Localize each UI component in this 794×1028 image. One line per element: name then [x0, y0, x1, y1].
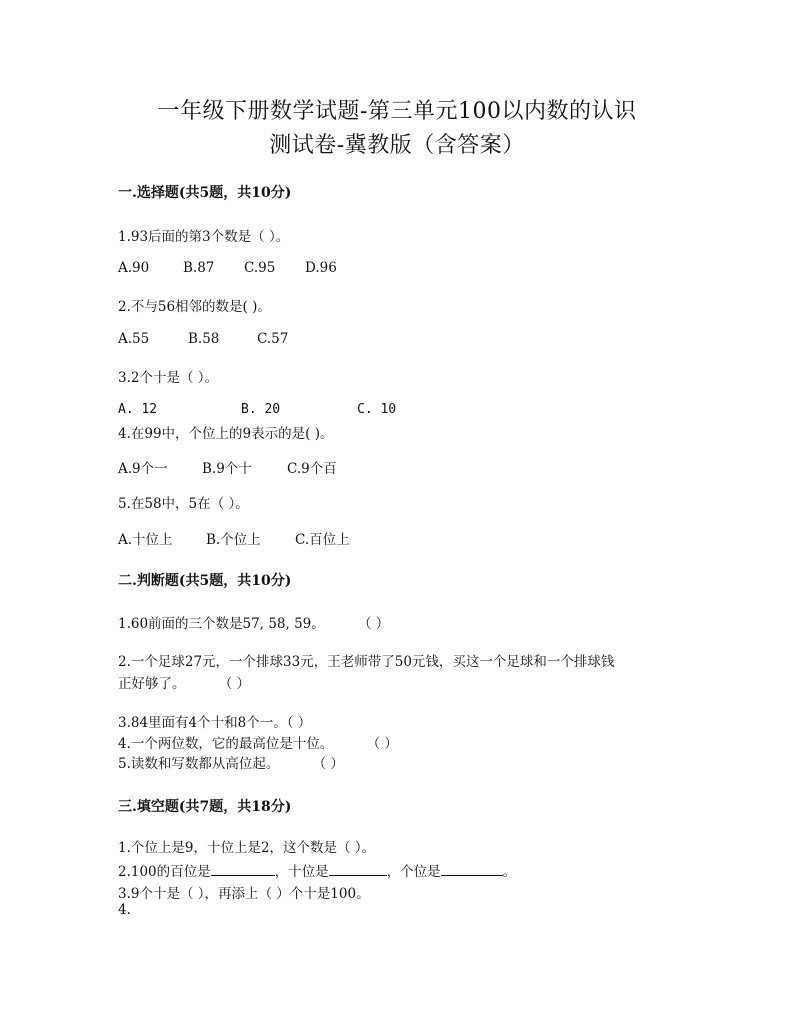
s3-q3-text: 3.9个十是（ ），再添上（ ）个十是100。 [118, 886, 370, 902]
s3-q2-part-2: ，十位是 [274, 864, 329, 880]
s1-q1-option-c: C.95 [244, 260, 276, 276]
s1-q4-option-c: C.9个百 [287, 461, 337, 477]
s3-q4-text: 4. [118, 902, 131, 918]
s1-q1-option-a: A.90 [118, 260, 150, 276]
s1-q5-option-b: B.个位上 [206, 532, 261, 548]
s2-q1 [118, 612, 389, 632]
s3-q2-part-1: 2.100的百位是 [118, 864, 211, 880]
s1-q1-option-b: B.87 [183, 260, 215, 276]
s1-q4-option-a: A.9个一 [118, 461, 168, 477]
s2-q5-paren: （ ） [319, 756, 344, 772]
s2-q4-text: 4.一个两位数，它的最高位是十位。 [118, 736, 334, 752]
s1-q5-option-a: A.十位上 [118, 532, 173, 548]
section-1-header: 一.选择题(共5题，共10分) [118, 185, 292, 201]
s3-q2-blank-tens[interactable] [329, 874, 387, 876]
s3-q2-part-3: ，个位是 [386, 864, 441, 880]
s1-q3-text: 3.2个十是（ ）。 [118, 370, 219, 386]
s1-q1-option-d: D.96 [305, 260, 337, 276]
s2-q4-paren: （ ） [373, 736, 398, 752]
s1-q3-option-c: C. 10 [357, 402, 397, 417]
page-title-line-1: 一年级下册数学试题-第三单元100以内数的认识 [157, 99, 637, 124]
s2-q2-text: 正好够了。 [118, 676, 186, 692]
s1-q1-text: 1.93后面的第3个数是（ ）。 [118, 229, 290, 245]
s1-q3-option-a: A. 12 [118, 402, 158, 417]
s1-q5-option-c: C.百位上 [295, 532, 350, 548]
section-2-header: 二.判断题(共5题，共10分) [118, 573, 292, 589]
section-3-header: 三.填空题(共7题，共18分) [118, 799, 292, 815]
s1-q2-option-c: C.57 [257, 331, 289, 347]
page-title-line-2: 测试卷-冀教版（含答案） [269, 133, 525, 158]
s1-q2-text: 2.不与56相邻的数是( )。 [118, 299, 271, 315]
s2-q1-paren: （ ） [364, 616, 390, 632]
s2-q5 [118, 752, 344, 772]
s1-q4-text: 4.在99中，个位上的9表示的是( )。 [118, 426, 334, 442]
s2-q2-paren: （ ） [225, 676, 251, 692]
s3-q2-blank-ones[interactable] [441, 874, 503, 876]
s1-q2-option-a: A.55 [118, 331, 150, 347]
s2-q5-text: 5.读数和写数都从高位起。 [118, 756, 280, 772]
s3-q2-blank-hundreds[interactable] [211, 874, 275, 876]
s3-q2-part-4: 。 [502, 864, 517, 880]
s2-q4 [118, 732, 398, 752]
s1-q2-option-b: B.58 [188, 331, 220, 347]
s1-q3-option-b: B. 20 [241, 402, 281, 417]
s2-q2-line-1: 2.一个足球27元，一个排球33元，王老师带了50元钱，买这一个足球和一个排球钱 [118, 654, 615, 670]
s2-q3-text: 3.84里面有4个十和8个一。（ ） [118, 715, 312, 731]
s1-q4-option-b: B.9个十 [202, 461, 252, 477]
s2-q2-line-2 [118, 672, 250, 692]
s3-q2 [118, 860, 516, 880]
s3-q1-text: 1.个位上是9，十位上是2，这个数是（ ）。 [118, 840, 376, 856]
s1-q5-text: 5.在58中，5在（ ）。 [118, 496, 249, 512]
s2-q1-text: 1.60前面的三个数是57, 58, 59。 [118, 616, 325, 632]
